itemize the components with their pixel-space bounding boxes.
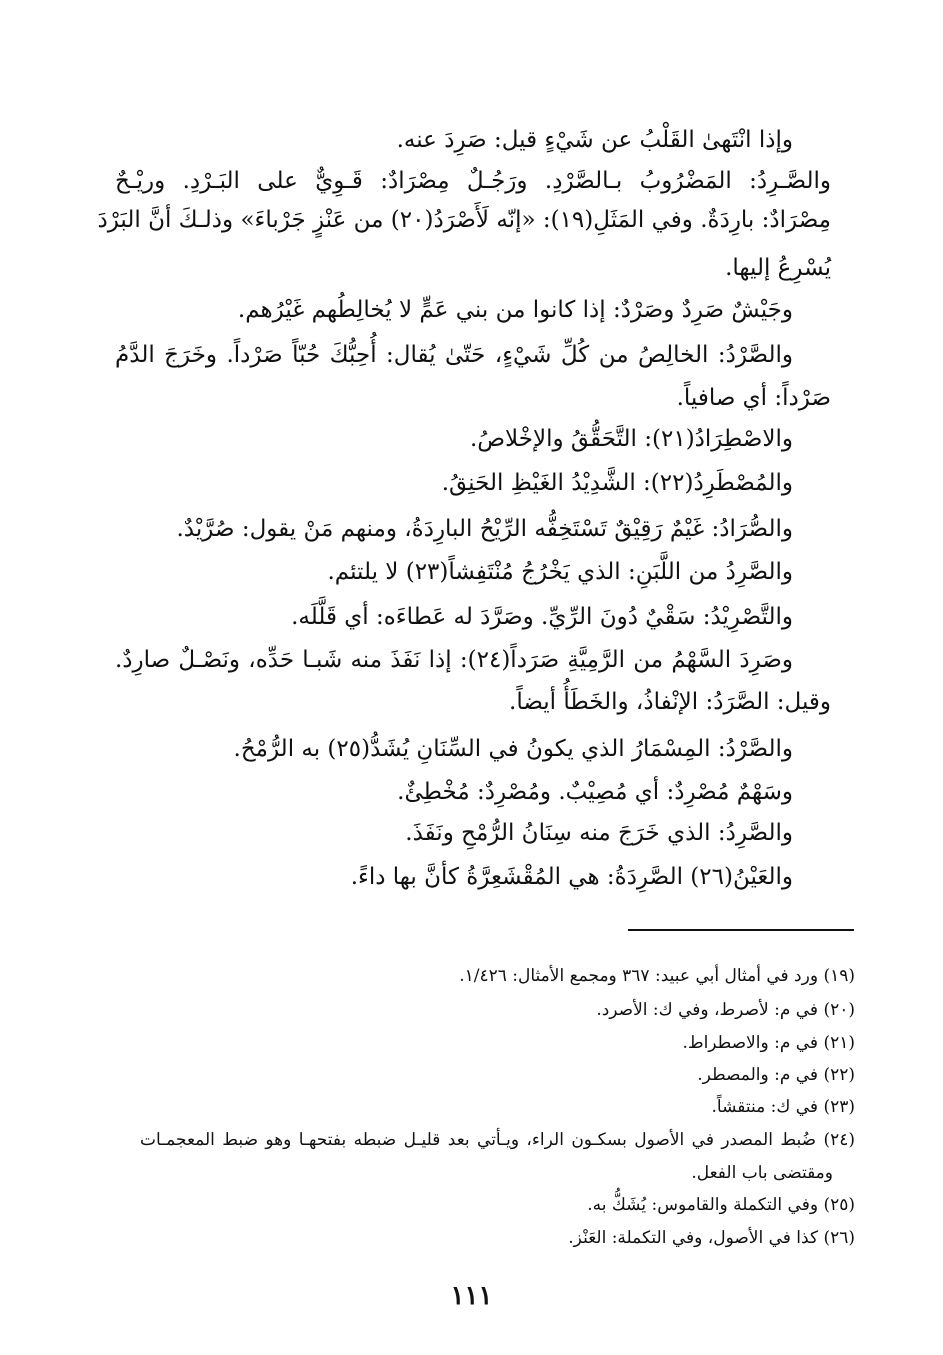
footnote: (٢١) في م: والاصطراط. (682, 1033, 855, 1053)
text-line: يُسْرِعُ إليها. (725, 255, 831, 281)
text-line: والصَّرْدُ: الخالِصُ من كُلِّ شَيْءٍ، حَتّىٰ يُقال: أُحِبُّكَ حُبّاً صَرْداً. وخَرَجَ الدَّمُ (115, 342, 793, 368)
text-line: والصَّـرِدُ: المَضْرُوبُ بـالصَّرْدِ. ورَجُـلٌ مِصْرَادٌ: قَـوِيٌّ على البَـرْدِ. وريْـحٌ (115, 168, 831, 194)
footnote-separator (628, 929, 854, 931)
footnote-continuation: ومقتضى باب الفعل. (691, 1163, 833, 1183)
text-line: وقيل: الصَّرَدُ: الإنْفاذُ، والخَطَأُ أيضاً. (509, 689, 831, 715)
footnote: (٢٥) وفي التكملة والقاموس: يُشَكُّ به. (587, 1195, 855, 1215)
footnote: (٢٠) في م: لأصرط، وفي ك: الأصرد. (596, 1000, 855, 1020)
text-line: والمُصْطَرِدُ(٢٢): الشَّدِيْدُ الغَيْظِ الحَنِقُ. (441, 470, 793, 496)
text-line: والاصْطِرَادُ(٢١): التَّحَقُّقُ والإخْلاصُ. (469, 426, 793, 452)
text-line: مِصْرَادٌ: بارِدَةٌ. وفي المَثَلِ(١٩): «إنّه لَأَصْرَدُ(٢٠) من عَنْزٍ جَرْباءَ» وذلـكَ أنَّ البَرْدَ (97, 207, 831, 233)
footnote: (٢٦) كذا في الأصول، وفي التكملة: العَنْز. (568, 1228, 855, 1248)
footnote: (١٩) ورد في أمثال أبي عبيد: ٣٦٧ ومجمع الأمثال: ١/٤٢٦. (459, 966, 855, 986)
page-number: ١١١ (450, 1281, 493, 1311)
footnote: (٢٤) ضُبط المصدر في الأصول بسكـون الراء، ويـأتي بعد قليـل ضبطه بفتحهـا وهو ضبط المعجمـات (140, 1130, 855, 1150)
text-line: وسَهْمٌ مُصْرِدٌ: أي مُصِيْبٌ. ومُصْرِدٌ: مُخْطِئٌ. (397, 779, 793, 805)
text-line: والصُّرَادُ: غَيْمٌ رَقِيْقٌ تَسْتَخِفُّه الرِّيْحُ البارِدَةُ، ومنهم مَنْ يقول: صُرَّيْدٌ. (176, 516, 793, 542)
text-line: والصَّرِدُ من اللَّبَنِ: الذي يَخْرُجُ مُنْتَفِشاً(٢٣) لا يلتئم. (327, 559, 793, 585)
text-line: والصَّرْدُ: المِسْمَارُ الذي يكونُ في السِّنَانِ يُشَدُّ(٢٥) به الرُّمْحُ. (233, 736, 793, 762)
footnote: (٢٣) في ك: منتقشاً. (711, 1097, 855, 1117)
text-line: والصَّرِدُ: الذي خَرَجَ منه سِنَانُ الرُّمْحِ ونَفَذَ. (405, 820, 793, 846)
text-line: وجَيْشٌ صَرِدٌ وصَرْدٌ: إذا كانوا من بني عَمٍّ لا يُخالِطُهم غَيْرُهم. (237, 297, 793, 323)
text-line: وإذا انْتَهىٰ القَلْبُ عن شَيْءٍ قيل: صَرِدَ عنه. (396, 127, 793, 153)
text-line: والتَّصْرِيْدُ: سَقْيٌ دُونَ الرِّيِّ. وصَرَّدَ له عَطاءَه: أي قَلَّلَه. (291, 604, 793, 630)
text-line: صَرْداً: أي صافياً. (676, 385, 831, 411)
text-line: وصَرِدَ السَّهْمُ من الرَّمِيَّةِ صَرَداً(٢٤): إذا نَفَذَ منه شَبـا حَدِّه، ونَصْـلٌ صارِدٌ. (115, 647, 793, 673)
footnote: (٢٢) في م: والمصطر. (697, 1065, 855, 1085)
text-line: والعَيْنُ(٢٦) الصَّرِدَةُ: هي المُقْشَعِرَّةُ كأنَّ بها داءً. (350, 864, 793, 890)
